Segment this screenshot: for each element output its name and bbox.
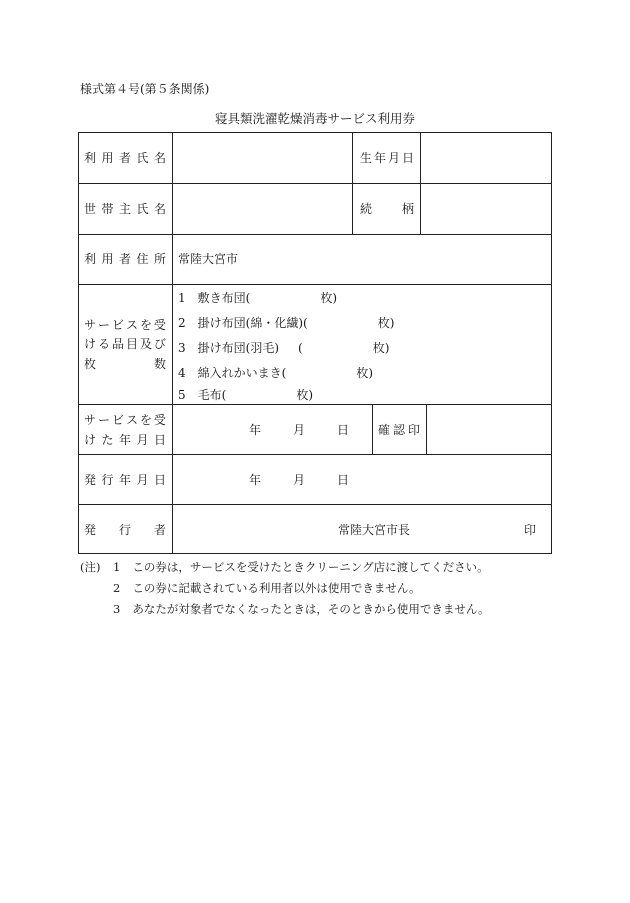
relationship-label: 続 柄 (360, 202, 414, 216)
list-item: 1 敷き布団( 枚) (178, 291, 338, 305)
list-item: 4 綿入れかいまき( 枚) (178, 366, 374, 380)
note-item: 2 この券に記載されている利用者以外は使用できません。 (113, 581, 421, 595)
notes-prefix: (注) (80, 560, 101, 574)
confirm-seal-field[interactable] (430, 409, 547, 449)
list-item: 2 掛け布団(綿・化繊)( 枚) (178, 316, 395, 330)
note-item: 1 この券は，サービスを受けたときクリーニング店に渡してください。 (113, 560, 489, 574)
user-name-field[interactable] (176, 139, 348, 177)
issuer-value: 常陸大宮市長 (338, 523, 411, 537)
household-head-field[interactable] (176, 189, 348, 227)
seal-mark: 印 (524, 523, 537, 537)
relationship-field[interactable] (424, 189, 547, 227)
birth-date-label: 生 年 月 日 (360, 151, 414, 165)
form-number: 様式第４号(第５条関係) (80, 82, 210, 96)
note-item: 3 あなたが対象者でなくなったときは，そのときから使用できません。 (113, 602, 490, 616)
household-head-label: 世 帯 主 氏 名 (84, 202, 166, 216)
list-item: 3 掛け布団(羽毛) ( 枚) (178, 341, 390, 355)
user-address-label: 利 用 者 住 所 (84, 252, 166, 266)
user-address-value[interactable]: 常陸大宮市 (178, 252, 239, 266)
issue-date-field[interactable]: 年 月 日 (249, 473, 349, 487)
service-voucher-table: 利 用 者 氏 名 生 年 月 日 世 帯 主 氏 名 続 柄 利 用 者 住 所 常陸大宮市 サ ー ビ ス を 受 け る 品 目 及 び 枚 数 1 敷き布団( 枚) 2 掛け布団(綿・化繊)( 枚) 3 掛け布団(羽毛) ( 枚) 4 綿入れかいまき( 枚) 5 毛布( 枚) サ ー ビ ス を 受 け た 年 月 日 年 月 日 確 認 印 発 行 年 月 日 年 月 日 発 行 者 常陸大宮市長 印 (78, 132, 552, 554)
confirm-seal-label: 確 認 印 (378, 423, 420, 437)
issue-date-label: 発 行 年 月 日 (84, 473, 166, 487)
user-name-label: 利 用 者 氏 名 (84, 151, 166, 165)
service-date-field[interactable]: 年 月 日 (249, 423, 349, 437)
list-item: 5 毛布( 枚) (178, 388, 314, 402)
issuer-label: 発 行 者 (84, 523, 166, 537)
birth-date-field[interactable] (424, 139, 547, 177)
page-title: 寝具類洗濯乾燥消毒サービス利用券 (214, 111, 415, 126)
